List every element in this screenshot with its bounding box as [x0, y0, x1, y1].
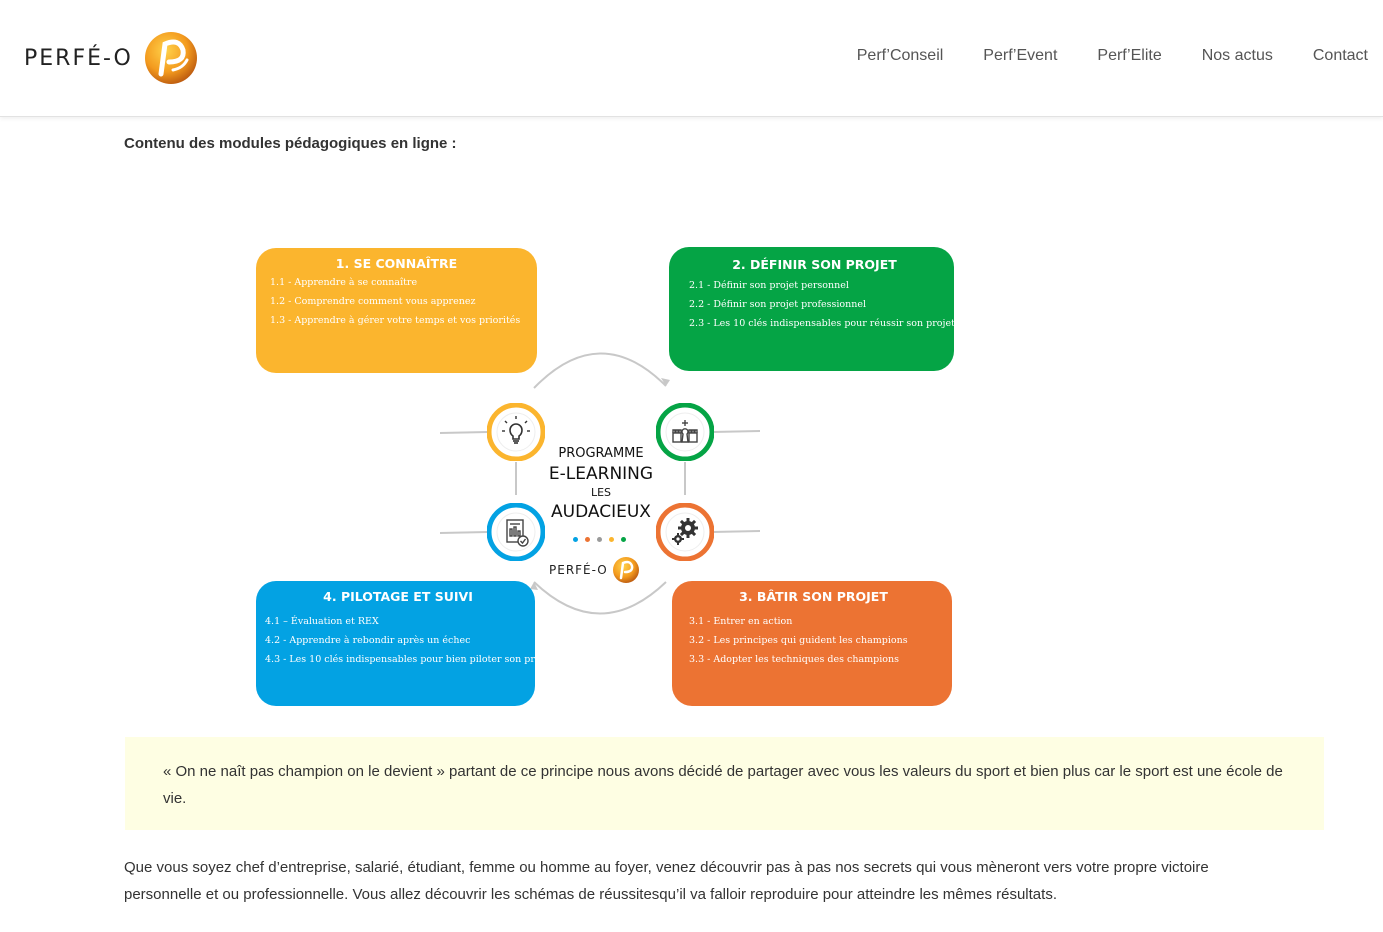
site-header: [0, 0, 1383, 117]
module-3-title: 3. BÂTIR SON PROJET: [739, 589, 888, 604]
module-2-item-2: 2.2 - Définir son projet professionnel: [689, 299, 867, 310]
module-2-box: [669, 247, 954, 371]
dot-blue: [573, 537, 578, 542]
gears-icon: [656, 503, 714, 561]
module-1-box: [256, 248, 537, 373]
program-line-3: LES: [590, 486, 612, 499]
module-4-item-1: 4.1 – Évaluation et REX: [265, 616, 379, 627]
program-line-4: AUDACIEUX: [551, 502, 651, 522]
program-center-title: [540, 446, 662, 522]
module-4-box: [256, 581, 554, 706]
dot-grey: [597, 537, 602, 542]
module-1-title: 1. SE CONNAÎTRE: [335, 256, 458, 271]
module-2-item-1: 2.1 - Définir son projet personnel: [689, 280, 849, 291]
chess-icon: [656, 403, 714, 461]
module-2-title: 2. DÉFINIR SON PROJET: [732, 257, 897, 272]
program-line-2: E-LEARNING: [548, 464, 654, 484]
module-1-item-1: 1.1 - Apprendre à se connaître: [270, 277, 418, 288]
site-logo[interactable]: [24, 30, 199, 86]
nav-perf-event[interactable]: Perf’Event: [983, 47, 1058, 64]
module-3-item-3: 3.3 - Adopter les techniques des champions: [689, 654, 899, 665]
module-4-item-3: 4.3 - Les 10 clés indispensables pour bien piloter son projet: [265, 654, 554, 665]
color-dots: [573, 537, 626, 542]
program-logo-text: PERFÉ-O: [549, 563, 608, 577]
program-logo-mark-icon: [612, 556, 640, 584]
nav-perf-conseil[interactable]: Perf’Conseil: [856, 47, 944, 64]
main-nav: [857, 47, 1368, 65]
logo-text: PERFÉ-O: [24, 45, 133, 71]
module-4-item-2: 4.2 - Apprendre à rebondir après un échec: [265, 635, 471, 646]
lightbulb-icon: [487, 403, 545, 461]
nav-nos-actus[interactable]: Nos actus: [1201, 47, 1273, 64]
module-3-box: [672, 581, 952, 706]
logo-mark-icon: [143, 30, 199, 86]
module-3-item-1: 3.1 - Entrer en action: [689, 616, 793, 627]
module-1-item-3: 1.3 - Apprendre à gérer votre temps et vos priorités: [270, 315, 521, 326]
dot-green: [621, 537, 626, 542]
section-title: Contenu des modules pédagogiques en ligne :: [124, 135, 457, 152]
quote-block: « On ne naît pas champion on le devient » partant de ce principe nous avons décidé de partager avec vous les valeurs du sport et bien plus car le sport est une école de vie.: [125, 737, 1324, 830]
nav-perf-elite[interactable]: Perf’Elite: [1097, 47, 1162, 64]
report-icon: [487, 503, 545, 561]
program-line-1: PROGRAMME: [558, 446, 644, 461]
program-logo: [549, 556, 640, 584]
nav-contact[interactable]: Contact: [1312, 47, 1368, 64]
module-4-title: 4. PILOTAGE ET SUIVI: [323, 589, 473, 604]
dot-yellow: [609, 537, 614, 542]
body-paragraph: Que vous soyez chef d’entreprise, salarié, étudiant, femme ou homme au foyer, venez découvrir pas à pas nos secrets qui vous mèneront vers votre propre victoire personnelle et ou professionnelle. Vous allez découvrir les schémas de réussitesqu’il va falloir reproduire pour atteindre les mêmes résultats.: [124, 859, 1209, 903]
dot-orange: [585, 537, 590, 542]
module-2-item-3: 2.3 - Les 10 clés indispensables pour réussir son projet: [689, 318, 955, 329]
module-3-item-2: 3.2 - Les principes qui guident les champions: [689, 635, 908, 646]
module-1-item-2: 1.2 - Comprendre comment vous apprenez: [270, 296, 476, 307]
